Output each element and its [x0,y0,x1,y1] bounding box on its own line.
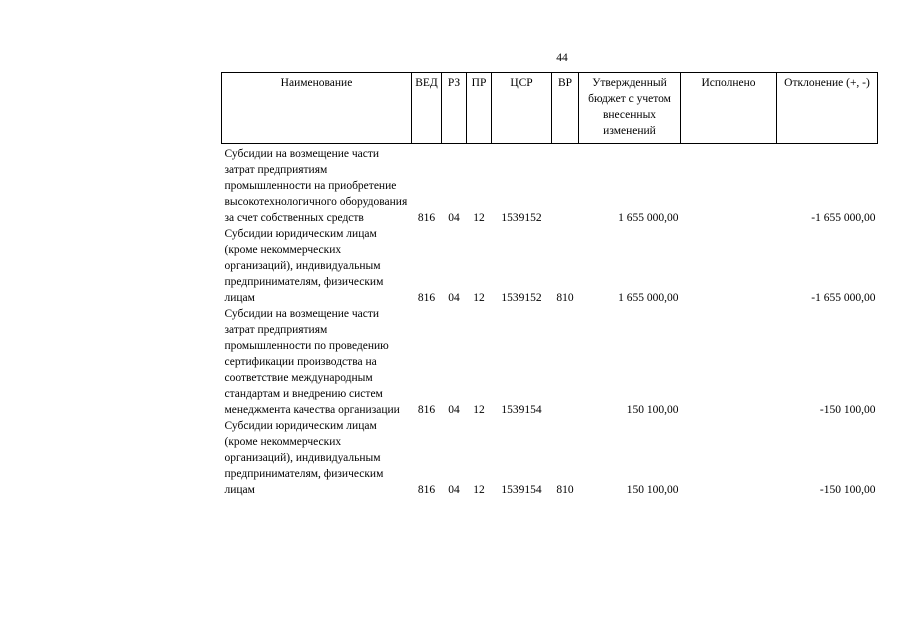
table-row [222,226,878,306]
header-rz: РЗ [442,73,467,144]
page-number: 44 [556,52,568,64]
row-rz: 04 [448,404,460,416]
row-executed [681,146,777,226]
row-deviation: -150 100,00 [819,484,876,496]
header-ved: ВЕД [412,73,442,144]
header-pr: ПР [467,73,492,144]
row-executed [681,226,777,306]
row-vr [552,146,579,226]
row-pr: 12 [473,484,485,496]
header-approved: Утвержденный бюджет с учетом внесенных изменений [579,73,681,144]
row-ved: 816 [417,212,436,224]
row-pr: 12 [473,292,485,304]
row-csr: 1539154 [501,404,542,416]
row-approved: 1 655 000,00 [618,292,679,304]
row-deviation: -1 655 000,00 [811,212,876,224]
row-ved: 816 [417,404,436,416]
row-ved: 816 [417,292,436,304]
row-pr: 12 [473,404,485,416]
row-name: Субсидии юридическим лицам (кроме некоммерческих организаций), индивидуальным предпринимателям, физическим лицам [224,420,384,496]
header-vr: ВР [552,73,579,144]
row-executed [681,306,777,418]
header-name: Наименование [222,73,412,144]
header-row [222,73,878,144]
row-approved: 1 655 000,00 [618,212,679,224]
row-deviation: -1 655 000,00 [811,292,876,304]
row-executed [681,418,777,498]
budget-table [221,72,878,498]
table-row [222,146,878,226]
row-csr: 1539154 [501,484,542,496]
row-approved: 150 100,00 [626,404,679,416]
row-name: Субсидии юридическим лицам (кроме некоммерческих организаций), индивидуальным предпринимателям, физическим лицам [224,228,384,304]
table-row [222,306,878,418]
row-name: Субсидии на возмещение части затрат предприятиям промышленности по проведению сертификации производства на соответствие международным стандартам и внедрению систем менеджмента качества организации [224,308,400,416]
row-pr: 12 [473,212,485,224]
row-vr: 810 [556,292,574,304]
header-csr: ЦСР [492,73,552,144]
header-executed: Исполнено [681,73,777,144]
header-deviation: Отклонение (+, -) [777,73,878,144]
row-rz: 04 [448,212,460,224]
row-approved: 150 100,00 [626,484,679,496]
row-ved: 816 [417,484,436,496]
row-deviation: -150 100,00 [819,404,876,416]
row-csr: 1539152 [501,292,542,304]
table-row [222,418,878,498]
row-rz: 04 [448,484,460,496]
row-csr: 1539152 [501,212,542,224]
row-vr: 810 [556,484,574,496]
row-name: Субсидии на возмещение части затрат предприятиям промышленности на приобретение высокотехнологичного оборудования за счет собственных средств [224,148,408,224]
row-vr [552,306,579,418]
row-rz: 04 [448,292,460,304]
